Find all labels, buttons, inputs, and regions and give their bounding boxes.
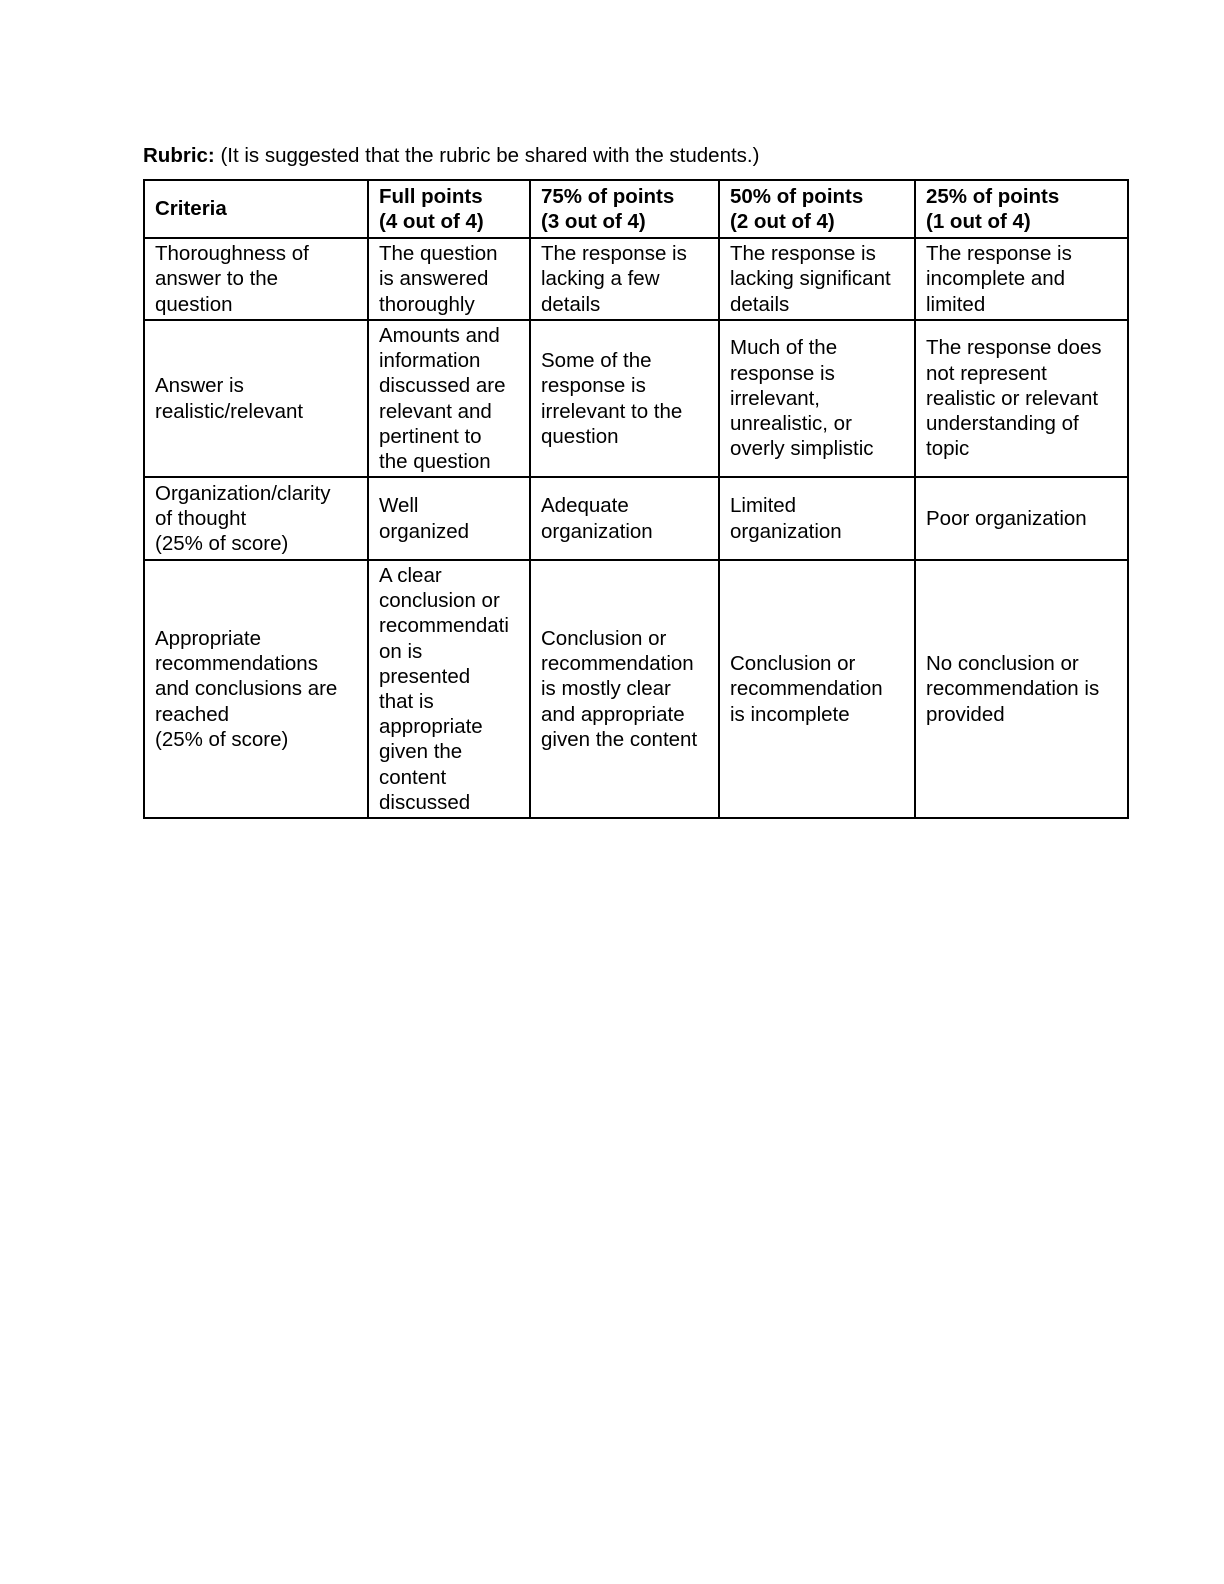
header-50-percent: 50% of points (2 out of 4) bbox=[719, 180, 915, 238]
table-row bbox=[144, 560, 1128, 818]
header-full-points: Full points (4 out of 4) bbox=[368, 180, 530, 238]
25-percent-cell: The response does not represent realistic or relevant understanding of topic bbox=[915, 320, 1128, 477]
75-percent-cell: Some of the response is irrelevant to the question bbox=[530, 320, 719, 477]
table-row bbox=[144, 238, 1128, 320]
rubric-label: Rubric: bbox=[143, 144, 215, 167]
table-row bbox=[144, 477, 1128, 560]
rubric-intro-text: (It is suggested that the rubric be shared with the students.) bbox=[214, 144, 760, 167]
header-25-percent: 25% of points (1 out of 4) bbox=[915, 180, 1128, 238]
50-percent-cell: Much of the response is irrelevant, unrealistic, or overly simplistic bbox=[719, 320, 915, 477]
25-percent-cell: Poor organization bbox=[915, 477, 1128, 560]
full-points-cell: A clear conclusion or recommendati on is presented that is appropriate given the content discussed bbox=[368, 560, 530, 818]
25-percent-cell: The response is incomplete and limited bbox=[915, 238, 1128, 320]
criteria-cell: Answer is realistic/relevant bbox=[144, 320, 368, 477]
full-points-cell: Amounts and information discussed are relevant and pertinent to the question bbox=[368, 320, 530, 477]
header-75-percent: 75% of points (3 out of 4) bbox=[530, 180, 719, 238]
75-percent-cell: Conclusion or recommendation is mostly clear and appropriate given the content bbox=[530, 560, 719, 818]
header-criteria: Criteria bbox=[144, 180, 368, 238]
full-points-cell: The question is answered thoroughly bbox=[368, 238, 530, 320]
rubric-table bbox=[143, 179, 1129, 819]
25-percent-cell: No conclusion or recommendation is provided bbox=[915, 560, 1128, 818]
50-percent-cell: Conclusion or recommendation is incomplete bbox=[719, 560, 915, 818]
rubric-intro bbox=[143, 143, 759, 169]
criteria-cell: Organization/clarity of thought (25% of score) bbox=[144, 477, 368, 560]
criteria-cell: Thoroughness of answer to the question bbox=[144, 238, 368, 320]
criteria-cell: Appropriate recommendations and conclusions are reached (25% of score) bbox=[144, 560, 368, 818]
full-points-cell: Well organized bbox=[368, 477, 530, 560]
75-percent-cell: Adequate organization bbox=[530, 477, 719, 560]
50-percent-cell: The response is lacking significant details bbox=[719, 238, 915, 320]
table-header-row bbox=[144, 180, 1128, 238]
75-percent-cell: The response is lacking a few details bbox=[530, 238, 719, 320]
50-percent-cell: Limited organization bbox=[719, 477, 915, 560]
table-row bbox=[144, 320, 1128, 477]
